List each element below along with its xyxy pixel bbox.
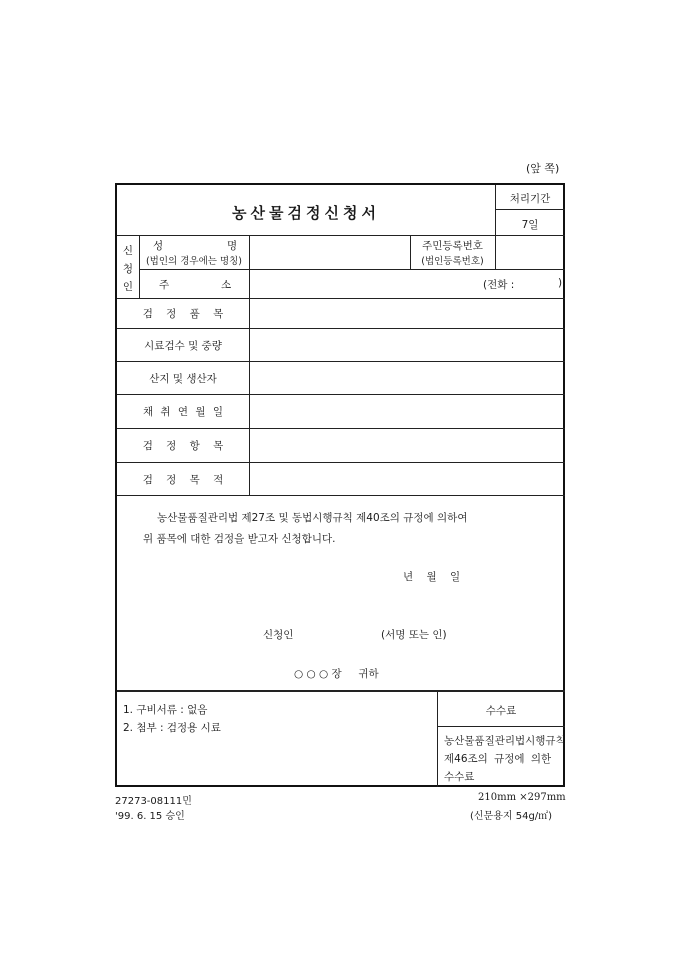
fee-line: 제46조의 규정에 의한	[444, 753, 552, 765]
row-label-origin-producer: 산지 및 생산자	[149, 373, 217, 385]
inspection-purpose-field[interactable]	[250, 463, 565, 495]
divider	[437, 726, 565, 727]
paper-size: 210mm ×297mm	[478, 792, 566, 803]
signature-hint: (서명 또는 인)	[381, 629, 447, 641]
address-label-second: 소	[221, 279, 232, 291]
name-field[interactable]	[250, 236, 410, 269]
address-label-first: 주	[159, 279, 170, 291]
applicant-group-char: 신	[122, 245, 134, 257]
name-sublabel: (법인의 경우에는 명칭)	[145, 256, 243, 267]
applicant-group-char: 청	[122, 263, 134, 275]
signer-label: 신청인	[263, 629, 294, 641]
phone-label: (전화 :	[483, 279, 515, 291]
origin-producer-field[interactable]	[250, 362, 565, 394]
phone-close: )	[558, 277, 563, 289]
divider	[495, 209, 565, 210]
address-field[interactable]	[250, 270, 565, 298]
statement-line-1: 농산물품질관리법 제27조 및 동법시행규칙 제40조의 규정에 의하여	[157, 512, 468, 524]
inspection-items-field[interactable]	[250, 429, 565, 462]
form-code: 27273-08111민	[115, 796, 192, 807]
fee-line: 수수료	[444, 771, 475, 783]
attachments: 2. 첨부 : 검정용 시료	[123, 722, 221, 734]
sample-weight-field[interactable]	[250, 329, 565, 361]
page-side-note: (앞 쪽)	[526, 162, 560, 175]
date-line: 년 월 일	[403, 571, 461, 583]
row-label-inspection-purpose: 검 정 목 적	[142, 474, 224, 486]
collection-date-field[interactable]	[250, 395, 565, 428]
required-documents: 1. 구비서류 : 없음	[123, 704, 208, 716]
processing-period-value: 7일	[521, 219, 539, 231]
fee-line: 농산물품질관리법시행규칙	[444, 735, 566, 747]
inspection-item-field[interactable]	[250, 299, 565, 328]
name-label-second: 명	[227, 240, 238, 252]
processing-period-label: 처리기간	[509, 193, 551, 205]
addressee-line: ○ ○ ○ 장 귀하	[294, 668, 379, 680]
statement-line-2: 위 품목에 대한 검정을 받고자 신청합니다.	[143, 533, 336, 545]
id-number-sublabel: (법인등록번호)	[421, 256, 484, 267]
id-number-label: 주민등록번호	[422, 240, 483, 252]
row-label-sample-weight: 시료검수 및 중량	[144, 340, 222, 352]
application-form	[115, 183, 565, 787]
form-title: 농산물검정신청서	[232, 204, 380, 222]
id-number-field[interactable]	[496, 236, 565, 269]
fee-header: 수수료	[485, 705, 517, 717]
divider	[117, 495, 565, 496]
approval-date: '99. 6. 15 승인	[115, 811, 185, 822]
row-label-inspection-items: 검 정 항 목	[142, 440, 224, 452]
divider	[117, 690, 565, 692]
name-label-first: 성	[153, 240, 164, 252]
applicant-group-char: 인	[122, 281, 134, 293]
row-label-inspection-item: 검 정 품 목	[142, 308, 224, 320]
paper-type: (신문용지 54g/㎡)	[470, 811, 553, 822]
row-label-collection-date: 채 취 연 월 일	[142, 406, 224, 418]
